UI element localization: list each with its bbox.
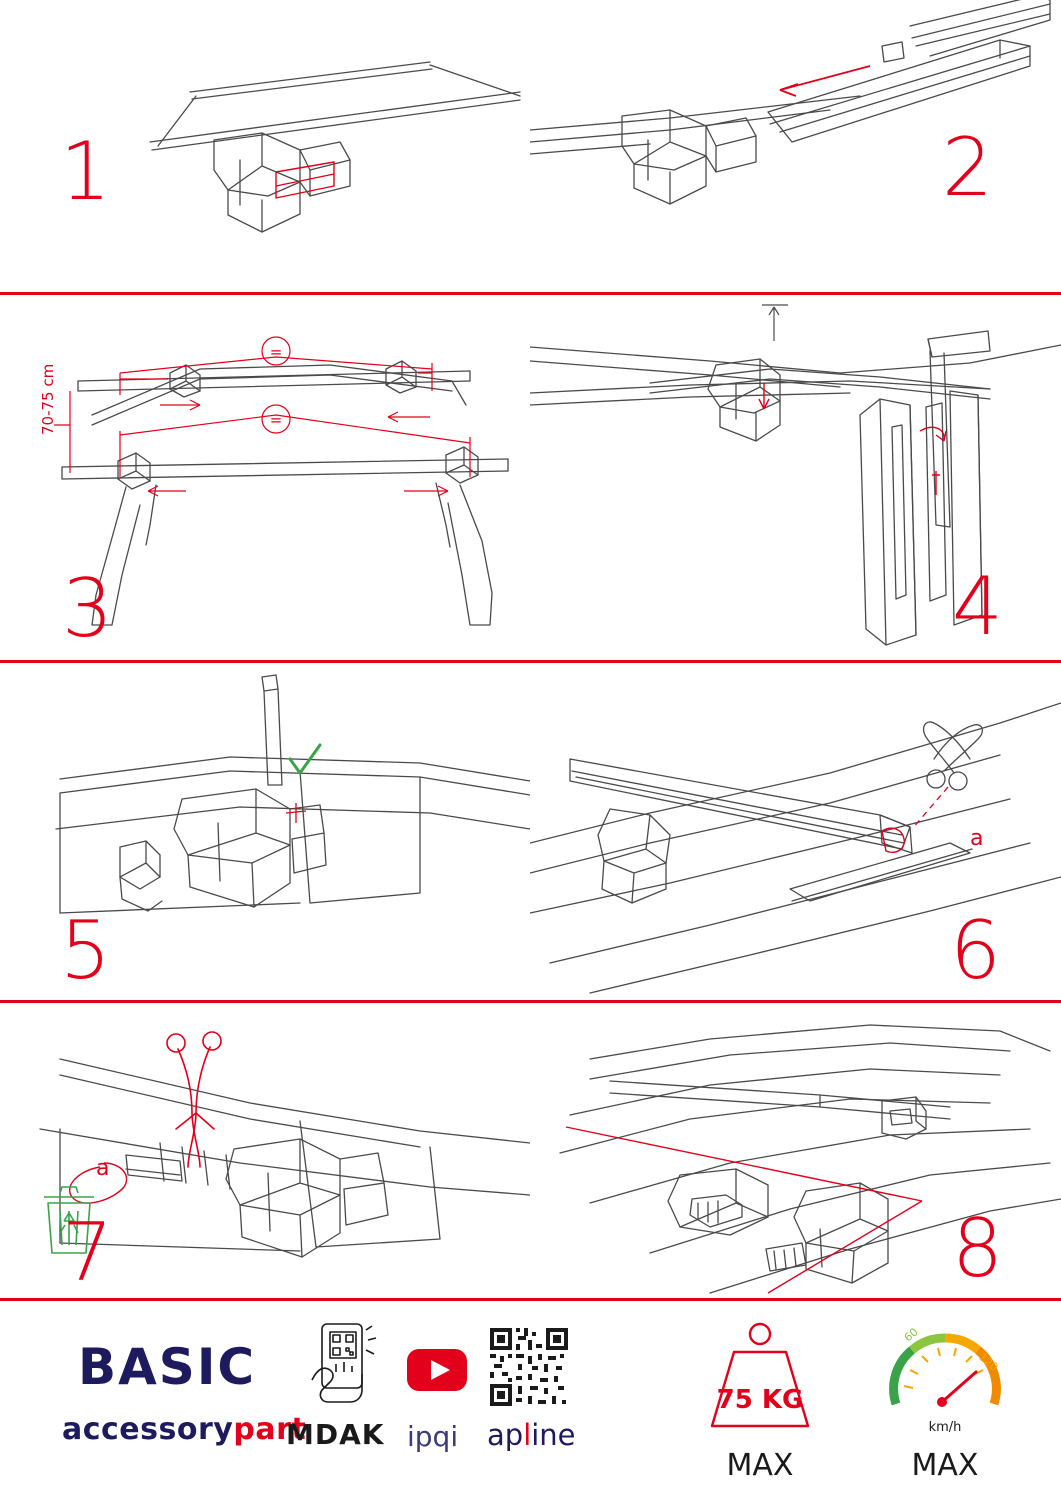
svg-text:=: = — [269, 411, 283, 429]
step-1-panel — [0, 0, 530, 292]
step-4-panel — [530, 295, 1061, 660]
step-6-number: 6 — [950, 904, 1001, 997]
max-speed-caption: MAX — [911, 1448, 979, 1483]
qr-scan-phone-icon — [300, 1320, 386, 1406]
max-load-value: 75 KG — [716, 1385, 804, 1415]
step-7-panel — [0, 1003, 530, 1298]
speedometer-icon — [880, 1318, 1010, 1428]
part-word: part — [233, 1412, 307, 1447]
svg-text:60: 60 — [901, 1325, 921, 1345]
max-load-caption: MAX — [726, 1448, 794, 1483]
step-3-panel — [0, 295, 530, 660]
step-2-panel — [530, 0, 1061, 292]
ipqi-logo: ipqi — [407, 1420, 459, 1453]
mdak-logo: MDAK — [286, 1418, 385, 1451]
youtube-icon[interactable] — [406, 1348, 468, 1392]
svg-text:70-75 cm: 70-75 cm — [39, 363, 57, 435]
svg-text:120: 120 — [976, 1350, 1001, 1374]
accessorypart-logo — [62, 1412, 306, 1447]
footer — [0, 1300, 1061, 1500]
step-2-number: 2 — [942, 121, 993, 214]
step-7-number: 7 — [62, 1206, 113, 1298]
apline-accent: l — [523, 1418, 532, 1452]
svg-text:a: a — [970, 826, 984, 851]
step-5-panel — [0, 663, 530, 1000]
svg-text:=: = — [269, 343, 283, 361]
apline-pre: ap — [487, 1418, 524, 1452]
qr-code-icon — [488, 1326, 570, 1408]
weight-icon — [690, 1318, 830, 1438]
apline-logo — [487, 1418, 576, 1452]
svg-text:a: a — [96, 1156, 110, 1181]
step-5-number: 5 — [60, 904, 111, 997]
step-3-number: 3 — [62, 562, 113, 655]
accessory-word: accessory — [62, 1412, 234, 1447]
step-8-panel — [530, 1003, 1061, 1298]
step-4-number: 4 — [952, 560, 1003, 653]
basic-logo: BASIC — [78, 1338, 257, 1396]
apline-post: ine — [531, 1418, 576, 1452]
step-8-number: 8 — [952, 1202, 1003, 1295]
step-1-number: 1 — [60, 125, 111, 218]
speed-unit-label: km/h — [928, 1420, 962, 1435]
step-6-panel — [530, 663, 1061, 1000]
